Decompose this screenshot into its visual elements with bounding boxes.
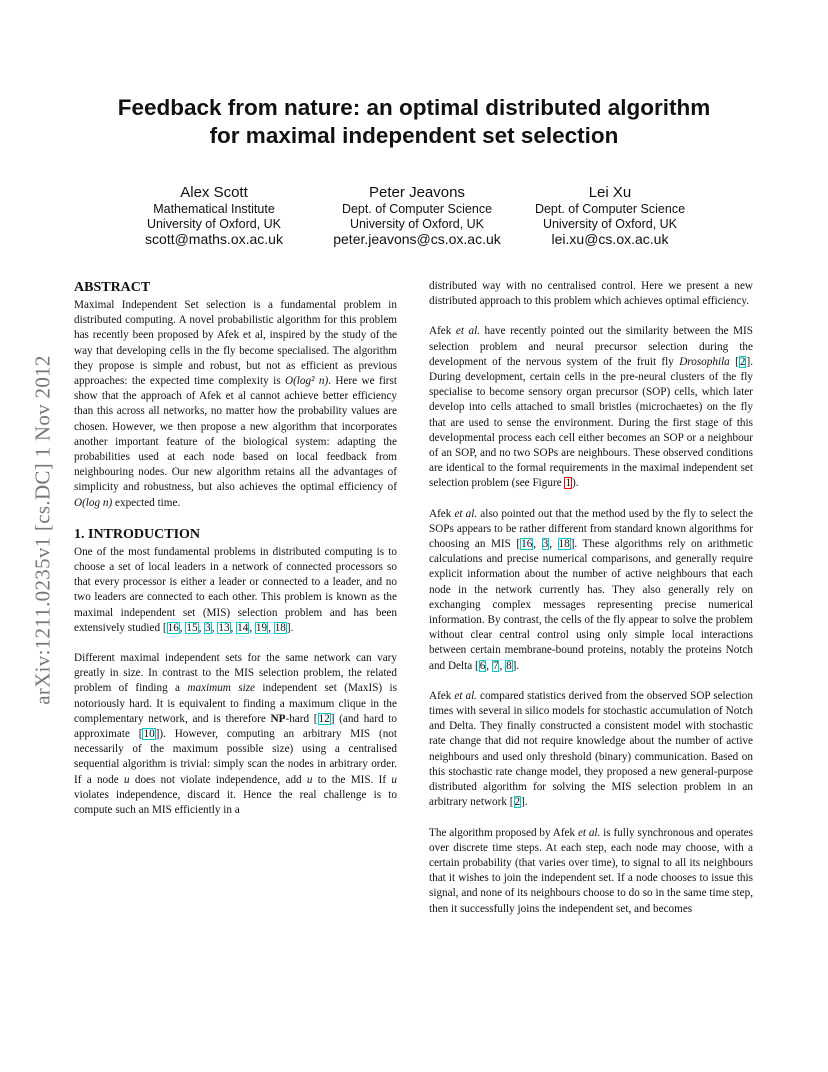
body-paragraph-continued: distributed way with no centralised control. Here we present a new distributed approach to this problem which achieves optimal efficiency. xyxy=(429,280,753,308)
citation-link[interactable]: 7 xyxy=(492,659,499,672)
citation-link[interactable]: 6 xyxy=(479,659,486,672)
citation-link[interactable]: 16 xyxy=(167,621,179,634)
author-block-1 xyxy=(99,184,329,247)
citation-link[interactable]: 2 xyxy=(739,355,746,368)
arxiv-watermark xyxy=(23,300,63,760)
arxiv-id: arXiv:1211.0235v1 [cs.DC] 1 Nov 2012 xyxy=(30,355,55,705)
citation-link[interactable]: 3 xyxy=(542,538,549,551)
author-affiliation: Mathematical Institute xyxy=(153,202,275,216)
citation-link[interactable]: 12 xyxy=(318,712,330,725)
citation-link[interactable]: 3 xyxy=(205,621,211,634)
body-paragraph-4: Afek et al. compared statistics derived from the observed SOP selection times with several in silico models for stochastic accumulation of Notch and Delta. They finally constructed a consistent model with stochastic rate change that did not require knowledge about the number of active neighbours and used only threshold (binary) communication. Based on this stochastic rate change model, they proposed a new general-purpose distributed algorithm for solving the MIS selection problem in an arbitrary network [2]. xyxy=(429,689,753,809)
author-affiliation: Dept. of Computer Science xyxy=(534,202,686,216)
author-email: peter.jeavons@cs.ox.ac.uk xyxy=(333,231,501,247)
author-affiliation: University of Oxford, UK xyxy=(349,216,485,231)
author-name: Peter Jeavons xyxy=(369,184,465,201)
citation-link[interactable]: 8 xyxy=(506,659,512,672)
abstract-heading: ABSTRACT xyxy=(74,280,151,295)
author-email: scott@maths.ox.ac.uk xyxy=(145,231,283,247)
author-affiliation: University of Oxford, UK xyxy=(542,216,678,231)
citation-link[interactable]: 15 xyxy=(186,621,198,634)
paper-title-line-2: for maximal independent set selection xyxy=(209,123,619,148)
section-heading-introduction: 1. INTRODUCTION xyxy=(74,526,201,542)
citation-link[interactable]: 10 xyxy=(143,728,155,741)
left-column xyxy=(74,279,397,818)
body-paragraph-3: Afek et al. also pointed out that the method used by the fly to select the SOPs appears to be rather different from standard known algorithms for choosing an MIS [16, 3, 18]. These algorithms rely on arithmetic calculations and precise numerical comparisons, and generally require explicit information about the number of active neighbours that each node in the network currently has. They also generally rely on exchanging complex messages representing precise numerical information. By contrast, the cells of the fly appear to solve the problem without clear central control using only simple local interactions between certain membrane-bound proteins, notably the proteins Notch and Delta [6, 7, 8]. xyxy=(429,507,754,672)
citation-link[interactable]: 2 xyxy=(514,796,521,809)
paper-title-line-1: Feedback from nature: an optimal distributed algorithm xyxy=(117,95,711,120)
citation-link[interactable]: 18 xyxy=(558,538,570,551)
author-affiliation: Dept. of Computer Science xyxy=(341,202,493,216)
figure-reference-link[interactable]: 1 xyxy=(565,477,572,490)
body-paragraph-2: Afek et al. have recently pointed out the similarity between the MIS selection problem and neural precursor selection during the development of the nervous system of the fruit fly Drosophila [2]. During development, certain cells in the pre-neural clusters of the fly specialise to become sensory organ precursor (SOP) cells, which later develop into cells attached to small bristles (microchaetes) on the fly that are used to sense the environment. During the first stage of this developmental process each cell either becomes an SOP or a neighbour of an SOP, and no two SOPs are neighbours. These observed conditions are identical to the formal requirements in the maximal independent set selection problem (see Figure 1). xyxy=(429,325,753,490)
citation-link[interactable]: 16 xyxy=(521,538,533,551)
author-name: Lei Xu xyxy=(588,184,632,201)
right-column xyxy=(429,279,753,917)
citation-link[interactable]: 18 xyxy=(274,621,286,634)
abstract-paragraph: Maximal Independent Set selection is a fundamental problem in distributed computing. A novel probabilistic algorithm for this problem has recently been proposed by Afek et al, inspired by the study of the way that developing cells in the fly become specialised. The algorithm they propose is simple and robust, but not as efficient as previous approaches: the expected time complexity is O(log² n). Here we first show that the approach of Afek et al cannot achieve better efficiency than this across all networks, no matter how the probability values are chosen. However, we then propose a new algorithm that incorporates another important feature of the biological system: adapting the probabilities used at each node based on local feedback from neighbouring nodes. Our new algorithm retains all the advantages of simplicity and robustness, but also achieves the optimal efficiency of O(log n) expected time. xyxy=(74,299,397,509)
citation-link[interactable]: 14 xyxy=(237,621,249,634)
citation-link[interactable]: 13 xyxy=(218,621,230,634)
math-complexity: O(log n) xyxy=(74,496,113,509)
math-complexity: O(log² n) xyxy=(284,375,329,388)
author-name: Alex Scott xyxy=(180,184,248,201)
citation-link[interactable]: 19 xyxy=(255,621,268,634)
intro-paragraph-1: One of the most fundamental problems in distributed computing is to choose a set of local leaders in a network of connected processors so that every processor is either a leader or connected to a leader, and no two leaders are connected to each other. This problem is known as the maximal independent set (MIS) selection problem and has been extensively studied [16, 15, 3, 13, 14, 19, 18]. xyxy=(74,545,397,634)
author-affiliation: University of Oxford, UK xyxy=(146,216,282,231)
author-block-3 xyxy=(495,184,725,247)
author-email: lei.xu@cs.ox.ac.uk xyxy=(551,231,669,247)
body-paragraph-5: The algorithm proposed by Afek et al. is fully synchronous and operates over discrete time steps. At each step, each node may choose, with a certain probability (that varies over time), to signal to all its neighbours that it wishes to join the independent set. If a node chooses to issue this signal, and none of its neighbours choose to do so in the same time step, then it successfully joins the independent set, and becomes xyxy=(429,826,754,915)
intro-paragraph-2: Different maximal independent sets for the same network can vary greatly in size. In contrast to the MIS selection problem, the related problem of finding a maximum size independent set (MaxIS) is notoriously hard. It is equivalent to finding a maximum clique in the complementary network, and is therefore NP-hard [12] (and hard to approximate [10]). However, computing an arbitrary MIS (not necessarily of the maximum possible size) using a centralised sequential algorithm is trivial: simply scan the nodes in arbitrary order. If a node u does not violate independence, add u to the MIS. If u violates independence, discard it. Hence the real challenge is to compute such an MIS efficiently in a xyxy=(74,652,397,817)
